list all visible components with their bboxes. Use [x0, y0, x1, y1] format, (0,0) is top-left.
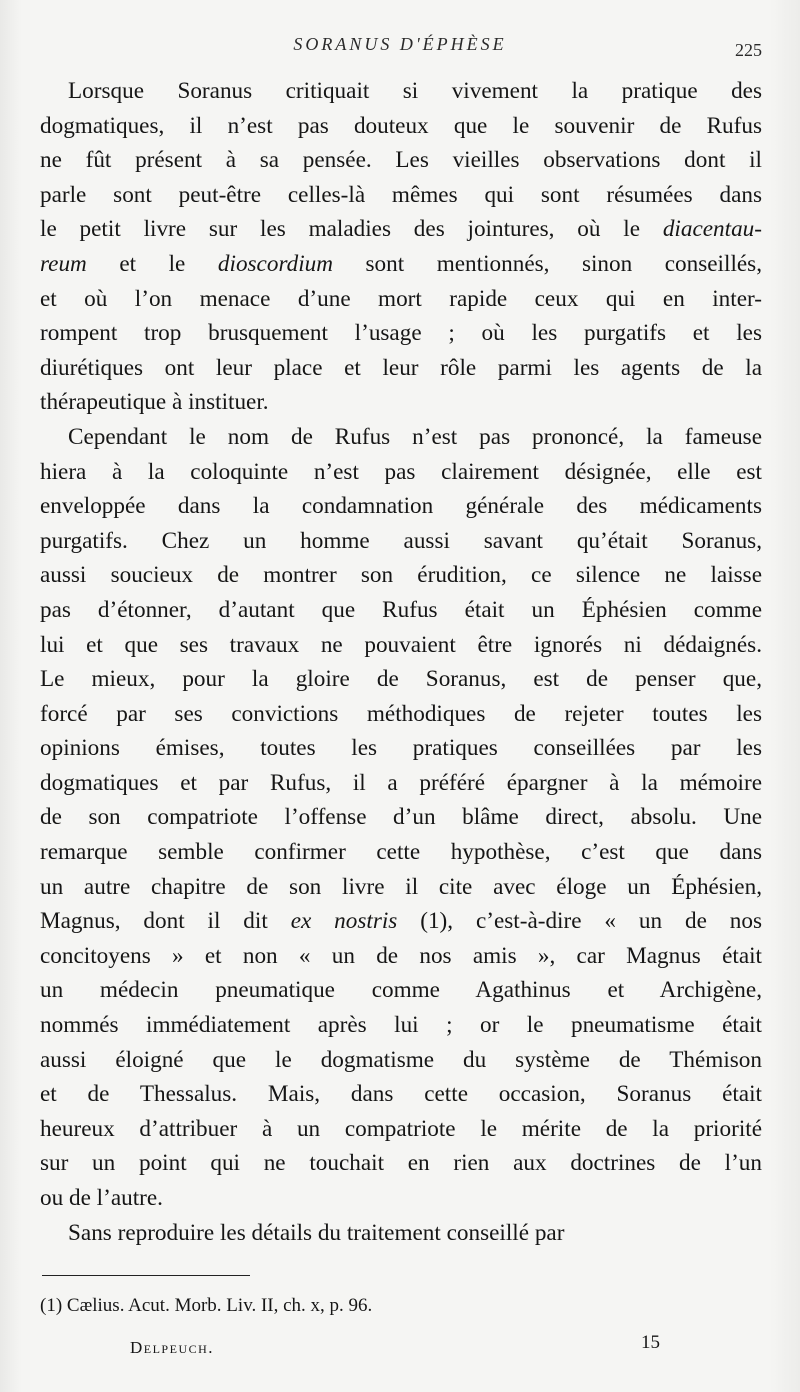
text-run: dogmatiques et par Rufus, il a préféré épargner à la mémoire	[40, 769, 762, 796]
italic-term: diacentau-	[662, 216, 762, 243]
text-line	[40, 109, 762, 144]
text-run: Cependant le nom de Rufus n’est pas prononcé, la fameuse	[68, 423, 762, 450]
text-run: de son compatriote l’offense d’un blâme direct, absolu. Une	[40, 804, 762, 831]
text-line	[40, 178, 762, 213]
text-line	[40, 766, 762, 801]
text-run: diurétiques ont leur place et leur rôle parmi les agents de la	[40, 354, 762, 381]
text-line	[40, 558, 762, 593]
text-line	[40, 351, 762, 386]
text-run: et de Thessalus. Mais, dans cette occasion, Soranus était	[40, 1081, 762, 1108]
text-line	[40, 247, 762, 282]
text-line	[40, 628, 762, 663]
text-line	[40, 282, 762, 317]
text-run: lui et que ses travaux ne pouvaient être ignorés ni dédaignés.	[40, 631, 762, 658]
running-head-title: SORANUS D'ÉPHÈSE	[293, 34, 507, 54]
text-line	[40, 1146, 762, 1181]
footnote: (1) Cælius. Acut. Morb. Liv. II, ch. x, p. 96.	[40, 1295, 373, 1316]
text-line	[40, 455, 762, 490]
text-line	[40, 1216, 762, 1251]
paragraph	[40, 74, 762, 420]
italic-term: reum	[40, 250, 87, 277]
text-line	[40, 1077, 762, 1112]
text-line	[40, 835, 762, 870]
text-run: opinions émises, toutes les pratiques conseillées par les	[40, 735, 762, 762]
text-run: sont mentionnés, sinon conseillés,	[332, 250, 762, 277]
running-head	[0, 30, 800, 70]
text-run: ou de l’autre.	[40, 1185, 163, 1211]
text-run: Magnus, dont il dit	[40, 908, 291, 935]
text-run: un autre chapitre de son livre il cite avec éloge un Éphésien,	[40, 873, 762, 900]
text-run: concitoyens » et non « un de nos amis », car Magnus était	[40, 942, 762, 969]
text-run: et le	[86, 250, 218, 277]
text-line	[40, 143, 762, 178]
text-run: le petit livre sur les maladies des jointures, où le	[40, 216, 663, 243]
text-line	[40, 524, 762, 559]
text-run: Sans reproduire les détails du traitement conseillé par	[68, 1219, 565, 1246]
text-line	[40, 385, 762, 420]
text-run: forcé par ses convictions méthodiques de rejeter toutes les	[40, 700, 762, 727]
italic-term: dioscordium	[217, 250, 333, 277]
paragraph	[40, 420, 762, 1216]
body-text	[40, 74, 762, 1250]
text-line	[40, 74, 762, 109]
text-line	[40, 800, 762, 835]
text-line	[40, 870, 762, 905]
text-run: nommés immédiatement après lui ; or le pneumatisme était	[40, 1012, 762, 1039]
text-line	[40, 593, 762, 628]
text-run: remarque semble confirmer cette hypothèse, c’est que dans	[40, 839, 762, 866]
italic-term: ex nostris	[290, 908, 398, 935]
printer-signature: Delpeuch.	[130, 1338, 215, 1357]
text-run: pas d’étonner, d’autant que Rufus était un Éphésien comme	[40, 596, 762, 623]
text-line	[40, 662, 762, 697]
text-line	[40, 904, 762, 939]
text-run: sur un point qui ne touchait en rien aux doctrines de l’un	[40, 1150, 762, 1177]
text-line	[40, 973, 762, 1008]
page-number: 225	[735, 40, 762, 60]
text-run: Le mieux, pour la gloire de Soranus, est de penser que,	[40, 666, 762, 693]
text-run: un médecin pneumatique comme Agathinus et Archigène,	[40, 977, 762, 1004]
sheet-number: 15	[641, 1332, 660, 1353]
text-run: ne fût présent à sa pensée. Les vieilles observations dont il	[40, 147, 762, 174]
footnote-rule	[42, 1275, 250, 1276]
text-run: aussi soucieux de montrer son érudition, ce silence ne laisse	[40, 562, 762, 589]
text-run: purgatifs. Chez un homme aussi savant qu’était Soranus,	[40, 527, 762, 554]
text-line	[40, 489, 762, 524]
text-line	[40, 212, 762, 247]
text-line	[40, 1112, 762, 1147]
text-run: aussi éloigné que le dogmatisme du système de Thémison	[40, 1046, 762, 1073]
text-run: et où l’on menace d’une mort rapide ceux qui en inter-	[40, 285, 762, 312]
text-line	[40, 1181, 762, 1216]
text-line	[40, 939, 762, 974]
paragraph	[40, 1216, 762, 1251]
text-line	[40, 1008, 762, 1043]
text-run: parle sont peut-être celles-là mêmes qui sont résumées dans	[40, 181, 762, 208]
text-run: thérapeutique à instituer.	[40, 389, 269, 416]
text-run: heureux d’attribuer à un compatriote le mérite de la priorité	[40, 1115, 762, 1142]
text-line	[40, 1043, 762, 1078]
text-line	[40, 316, 762, 351]
text-run: Lorsque Soranus critiquait si vivement la pratique des	[68, 78, 762, 104]
text-line	[40, 731, 762, 766]
text-run: dogmatiques, il n’est pas douteux que le souvenir de Rufus	[40, 112, 762, 139]
text-run: hiera à la coloquinte n’est pas clairement désignée, elle est	[40, 458, 762, 485]
text-run: rompent trop brusquement l’usage ; où les purgatifs et les	[40, 320, 762, 347]
text-line	[40, 697, 762, 732]
text-run: enveloppée dans la condamnation générale des médicaments	[40, 493, 762, 520]
text-run: (1), c’est-à-dire « un de nos	[397, 908, 762, 935]
text-line	[40, 420, 762, 455]
